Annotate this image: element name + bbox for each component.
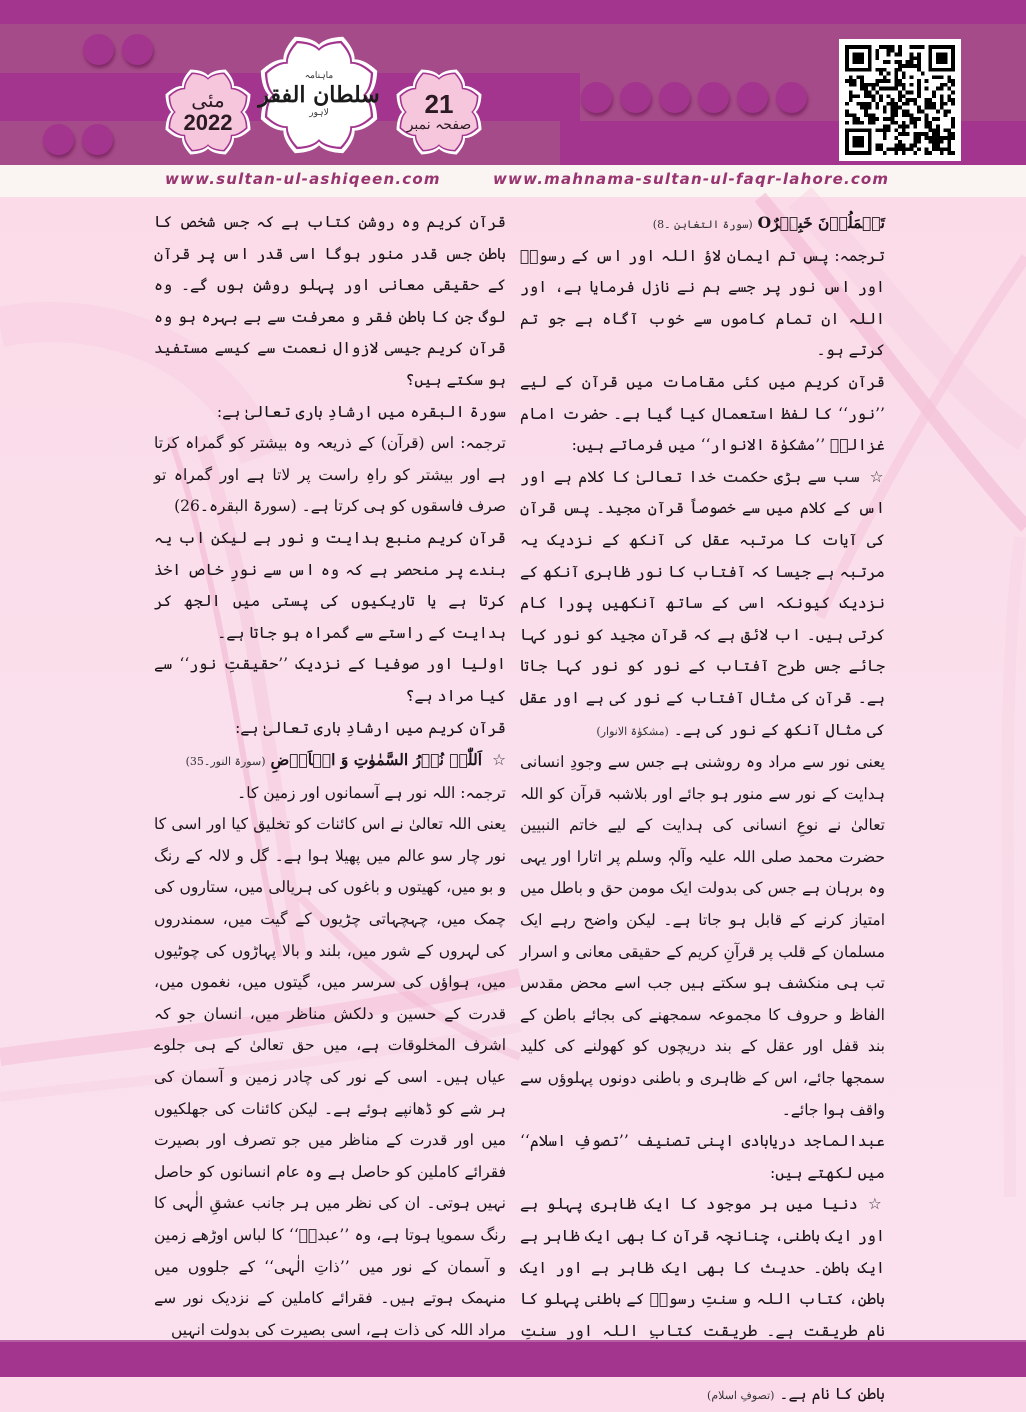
paragraph-text: عبدالماجد دریابادی اپنی تصنیف ’’تصوفِ اسلام‘‘ میں لکھتے ہیں: bbox=[520, 1132, 885, 1182]
issue-year: 2022 bbox=[183, 110, 233, 135]
page-number-badge bbox=[393, 66, 485, 158]
decorative-dot-icon bbox=[659, 82, 690, 113]
star-bullet-icon: ☆ bbox=[492, 751, 506, 770]
article-paragraph bbox=[520, 241, 885, 367]
article-paragraph bbox=[154, 523, 506, 649]
page-number: 21 bbox=[424, 89, 454, 119]
issue-date-badge bbox=[162, 66, 254, 158]
article-column-left bbox=[154, 207, 506, 1346]
decorative-dot-icon bbox=[43, 124, 74, 155]
article-paragraph bbox=[154, 809, 506, 1346]
decorative-dot-icon bbox=[82, 124, 113, 155]
website-link-mahnama[interactable]: www.mahnama-sultan-ul-faqr-lahore.com bbox=[493, 170, 890, 188]
quote-paragraph bbox=[520, 462, 885, 747]
issue-month: مئی bbox=[191, 88, 225, 112]
paragraph-text: قرآنِ کریم منبع ہدایت و نور ہے لیکن اب یہ بندے پر منحصر ہے کہ وہ اس سے نورِ خاص اخذ کرتا ہے یا تاریکیوں کی پستی میں الجھ کر ہدایت کے راستے سے گمراہ ہو جاتا ہے۔ bbox=[154, 528, 506, 642]
star-bullet-icon: ☆ bbox=[867, 1195, 885, 1214]
article-paragraph bbox=[154, 649, 506, 712]
article-paragraph bbox=[154, 207, 506, 397]
quranic-verse bbox=[520, 207, 885, 241]
paragraph-text: ترجمہ: پس تم ایمان لاؤ اللہ اور اس کے رسولؐ اور اس نور پر جسے ہم نے نازل فرمایا ہے، اور اللہ ان تمام کاموں سے خوب آگاہ ہے جو تم کرتے ہو۔ bbox=[520, 246, 885, 360]
qr-modules bbox=[845, 45, 955, 155]
logo-city: لاہور bbox=[309, 108, 329, 118]
article-paragraph bbox=[154, 778, 506, 810]
paragraph-text: قرآنِ کریم میں ارشادِ باری تعالیٰ ہے: bbox=[235, 718, 506, 737]
decorative-dot-icon bbox=[776, 82, 807, 113]
article-column-right bbox=[520, 207, 885, 1412]
decorative-dot-icon bbox=[737, 82, 768, 113]
citation-reference: (سورۃ النور۔35) bbox=[185, 755, 266, 769]
paragraph-text: قرآنِ کریم وہ روشن کتاب ہے کہ جس شخص کا باطن جس قدر منور ہوگا اسی قدر اس پر قرآن کے حقیقی معانی اور پہلو روشن ہوں گے۔ وہ لوگ جن کا باطن فقر و معرفت سے بے بہرہ ہو وہ قرآنِ کریم جیسی لازوال نعمت سے کیسے مستفید ہو سکتے ہیں؟ bbox=[154, 213, 506, 389]
article-paragraph bbox=[520, 1126, 885, 1189]
citation-reference: (تصوفِ اسلام) bbox=[707, 1388, 775, 1402]
article-paragraph bbox=[154, 713, 506, 745]
article-paragraph bbox=[520, 367, 885, 462]
paragraph-text: سورۃ البقرہ میں ارشادِ باری تعالیٰ ہے: bbox=[216, 402, 506, 421]
logo-title: سلطان الفقر bbox=[258, 82, 380, 108]
article-body bbox=[0, 197, 1026, 1403]
magazine-logo bbox=[256, 32, 382, 158]
decorative-dot-icon bbox=[581, 82, 612, 113]
article-paragraph bbox=[154, 397, 506, 429]
paragraph-text: یعنی نور سے مراد وہ روشنی ہے جس سے وجودِ انسانی ہدایت کے نور سے منور ہو جائے اور بلاشبہ قرآن کو اللہ تعالیٰ نے نوعِ انسانی کی ہدایت کے لیے خاتم النبیین حضرت محمد صلی اللہ علیہ وآلہٖ وسلم پر اتارا اور یہی وہ برہان ہے جس کی بدولت ایک مومن حق و باطل میں امتیاز کرنے کے قابل ہو جاتا ہے۔ لیکن واضح رہے ایک مسلمان کے قلب پر قرآنِ کریم کے حقیقی معانی و اسرار تب ہی منکشف ہو سکتے ہیں جب اسے محض مقدس الفاظ و حروف کا مجموعہ سمجھنے کی بجائے باطن کے بند قفل اور عقل کے بند دریچوں کو کھولنے کی کلید سمجھا جائے، اس کے ظاہری و باطنی دونوں پہلوؤں سے واقف ہوا جائے۔ bbox=[520, 753, 885, 1119]
quranic-verse bbox=[154, 744, 506, 778]
article-paragraph bbox=[154, 428, 506, 523]
page-number-label: صفحہ نمبر bbox=[406, 117, 472, 133]
decorative-dot-icon bbox=[698, 82, 729, 113]
paragraph-text: دنیا میں ہر موجود کا ایک ظاہری پہلو ہے اور ایک باطنی، چنانچہ قرآن کا بھی ایک ظاہر ہے ایک باطن۔ حدیث کا بھی ایک ظاہر ہے اور ایک باطن، کتاب اللہ و سنتِ رسولؐ کے باطنی پہلو کا نام طریقت ہے۔ طریقت کتابِ اللہ اور سنتِ باطن کا نام ہے۔ bbox=[520, 1195, 885, 1403]
header-stripe bbox=[0, 0, 1026, 24]
paragraph-text: یعنی اللہ تعالیٰ نے اس کائنات کو تخلیق کیا اور اسی کا نور چار سو عالم میں پھیلا ہوا ہے۔ گل و لالہ کے رنگ و بو میں، کھیتوں و باغوں کی ہریالی میں، ستاروں کی چمک میں، چہچہاتی چڑیوں کے گیت میں، سمندروں کی لہروں کے شور میں، بلند و بالا پہاڑوں کی چوٹیوں میں، ہواؤں کی سرسر میں، گیتوں میں، نغموں میں، قدرت کے حسین و دلکش مناظر میں، انسان جو کہ اشرف المخلوقات ہے، میں حق تعالیٰ کے ہی جلوے عیاں ہیں۔ اسی کے نور کی چادر زمین و آسمان کی ہر شے کو ڈھانپے ہوئے ہے۔ لیکن کائنات کی جھلکیوں میں اور قدرت کے مناظر میں جو تصرف اور بصیرت فقرائے کاملین کو حاصل ہے وہ عام انسانوں کو حاصل نہیں ہوتی۔ ان کی نظر میں ہر جانب عشقِ الٰہی کا رنگ سمویا ہوتا ہے، وہ ’’عبدہٗ‘‘ کا لباس اوڑھے زمین و آسمان کے نور میں ’’ذاتِ الٰہی‘‘ کے جلووں میں منہمک ہوتے ہیں۔ فقرائے کاملین کے نزدیک نور سے مراد اللہ کی ذات ہے، اسی بصیرت کی بدولت انہیں bbox=[154, 815, 506, 1339]
decorative-dot-icon bbox=[122, 34, 153, 65]
website-link-ashiqeen[interactable]: www.sultan-ul-ashiqeen.com bbox=[165, 170, 441, 188]
decorative-dot-icon bbox=[620, 82, 651, 113]
paragraph-text: اولیا اور صوفیا کے نزدیک ’’حقیقتِ نور‘‘ سے کیا مراد ہے؟ bbox=[154, 655, 506, 705]
qr-code-icon bbox=[845, 45, 955, 155]
qr-code[interactable] bbox=[839, 39, 961, 161]
paragraph-text: اَللّٰہُ نُوۡرُ السَّمٰوٰتِ وَ الۡاَرۡضِ bbox=[270, 750, 483, 770]
citation-reference: (سورۃ التغابن ۔8) bbox=[652, 218, 753, 231]
quote-paragraph bbox=[520, 1189, 885, 1411]
paragraph-text: قرآنِ کریم میں کئی مقامات میں قرآن کے لیے ’’نور‘‘ کا لفظ استعمال کیا گیا ہے۔ حضرت امام غزالیؒ ’’مشکوٰۃ الانوار‘‘ میں فرماتے ہیں: bbox=[520, 372, 885, 455]
magazine-header bbox=[0, 0, 1026, 165]
paragraph-text: ترجمہ: اللہ نور ہے آسمانوں اور زمین کا۔ bbox=[237, 783, 506, 802]
article-paragraph bbox=[520, 747, 885, 1126]
star-bullet-icon: ☆ bbox=[869, 467, 885, 486]
logo-prefix: ماہنامہ bbox=[304, 71, 334, 81]
paragraph-text: ترجمہ: اس (قرآن) کے ذریعہ وہ بیشتر کو گمراہ کرتا ہے اور بیشتر کو راہِ راست پر لاتا ہے اور گمراہ تو صرف فاسقوں کو ہی کرتا ہے۔ (سورۃ البقرہ۔26) bbox=[154, 434, 506, 516]
citation-reference: (مشکوٰۃ الانوار) bbox=[596, 724, 669, 738]
decorative-dot-icon bbox=[83, 34, 114, 65]
page-footer-bar bbox=[0, 1340, 1026, 1377]
paragraph-text: تَعۡمَلُوۡنَ خَبِیۡرٌO bbox=[757, 213, 885, 232]
url-bar bbox=[0, 165, 1026, 197]
paragraph-text: سب سے بڑی حکمت خدا تعالیٰ کا کلام ہے اور اس کے کلام میں سے خصوصاً قرآنِ مجید۔ پس قرآن کی آیات کا مرتبہ عقل کی آنکھ کے نزدیک یہ مرتبہ ہے جیسا کہ آفتاب کا نور ظاہری آنکھ کے نزدیک کیونکہ اسی کے ساتھ آنکھیں پورا کام کرتی ہیں۔ اب لائق ہے کہ قرآنِ مجید کو نور کہا جائے جس طرح آفتاب کے نور کو نور کہا جاتا ہے۔ قرآن کی مثال آفتاب کے نور کی ہے اور عقل کی مثال آنکھ کے نور کی ہے۔ bbox=[520, 467, 885, 739]
